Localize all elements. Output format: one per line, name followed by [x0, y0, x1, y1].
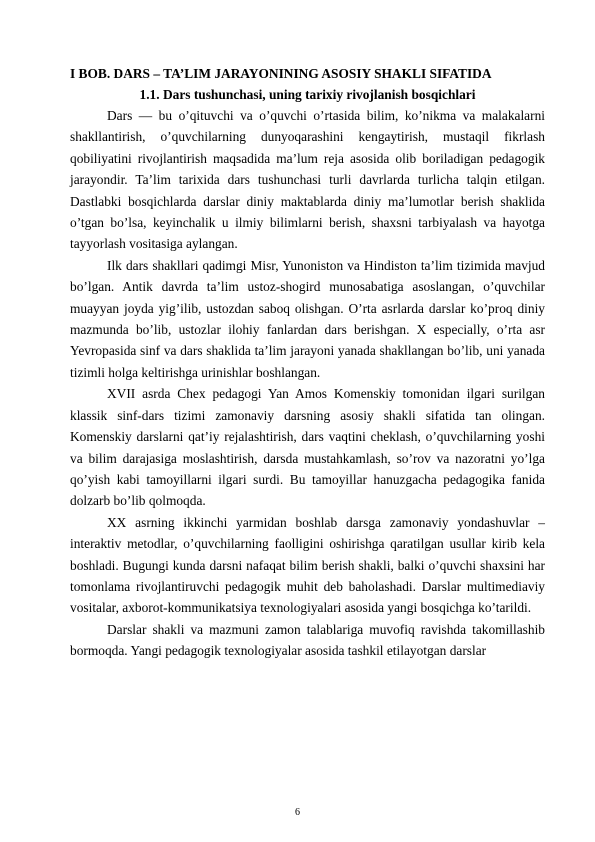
section-title: 1.1. Dars tushunchasi, uning tarixiy rivojlanish bosqichlari — [139, 87, 476, 102]
chapter-title: I BOB. DARS – TA’LIM JARAYONINING ASOSIY SHAKLI SIFATIDA — [70, 66, 492, 81]
paragraph-modern-approaches: XX asrning ikkinchi yarmidan boshlab darsga zamonaviy yondashuvlar – interaktiv metodlar, o’quvchilarning faolligini oshirishga qaratilgan usullar kirib kela boshladi. Bugungi kunda darsni nafaqat bilim berish shakli, balki o’quvchi shaxsini har tomonlama rivojlantiruvchi pedagogik muhit deb baholashadi. Darslar multimediaviy vositalar, axborot-kommunikatsiya texnologiyalari asosida yangi bosqichga ko’tarildi. — [70, 514, 545, 616]
page-number: 6 — [295, 807, 300, 818]
paragraph-komenskiy: XVII asrda Chex pedagogi Yan Amos Komenskiy tomonidan ilgari surilgan klassik sinf-dars tizimi zamonaviy darsning asosiy shakli sifatida tan olingan. Komenskiy darslarni qat’iy rejalashtirish, dars vaqtini cheklash, o’quvchilarning yoshi va bilim darajasiga moslashtirish, darsda mustahkamlash, so’rov va nazoratni yo’lga qo’yish kabi tamoyillarni ilgari surdi. Bu tamoyillar hanuzgacha pedagogika fanida dolzarb bo’lib qolmoqda. — [70, 386, 545, 509]
paragraph-continuation: Darslar shakli va mazmuni zamon talablariga muvofiq ravishda takomillashib bormoqda. Yangi pedagogik texnologiyalar asosida tashkil etilayotgan darslar — [70, 621, 545, 659]
paragraph-definition: Dars — bu o’qituvchi va o’quvchi o’rtasida bilim, ko’nikma va malakalarni shakllantirish, o’quvchilarning dunyoqarashini kengaytirish, mustaqil fikrlash qobiliyatini rivojlantirish maqsadida ma’lum reja asosida olib boriladigan pedagogik jarayondir. Ta’lim tarixida dars tushunchasi turli davrlarda turlicha talqin etilgan. Dastlabki bosqichlarda darslar diniy maktablarda diniy ma’lumotlar berish shaklida o’tgan bo’lsa, keyinchalik u ilmiy bilimlarni berish, shaxsni tarbiyalash va hayotga tayyorlash vositasiga aylangan. — [70, 108, 545, 252]
document-page — [70, 64, 545, 662]
paragraph-ancient-forms: Ilk dars shakllari qadimgi Misr, Yunoniston va Hindiston ta’lim tizimida mavjud bo’lgan. Antik davrda ta’lim ustoz-shogird munosabatiga asoslangan, o’quvchilar muayyan joyda yig’ilib, ustozdan saboq olishgan. O’rta asrlarda darslar ko’proq diniy mazmunda bo’lib, ustozlar ilohiy fanlardan dars berishgan. X especially, o’rta asr Yevropasida sinf va dars shaklida ta’lim jarayoni yanada shakllangan bo’lib, uni yanada tizimli holga keltirishga urinishlar boshlangan. — [70, 257, 545, 380]
